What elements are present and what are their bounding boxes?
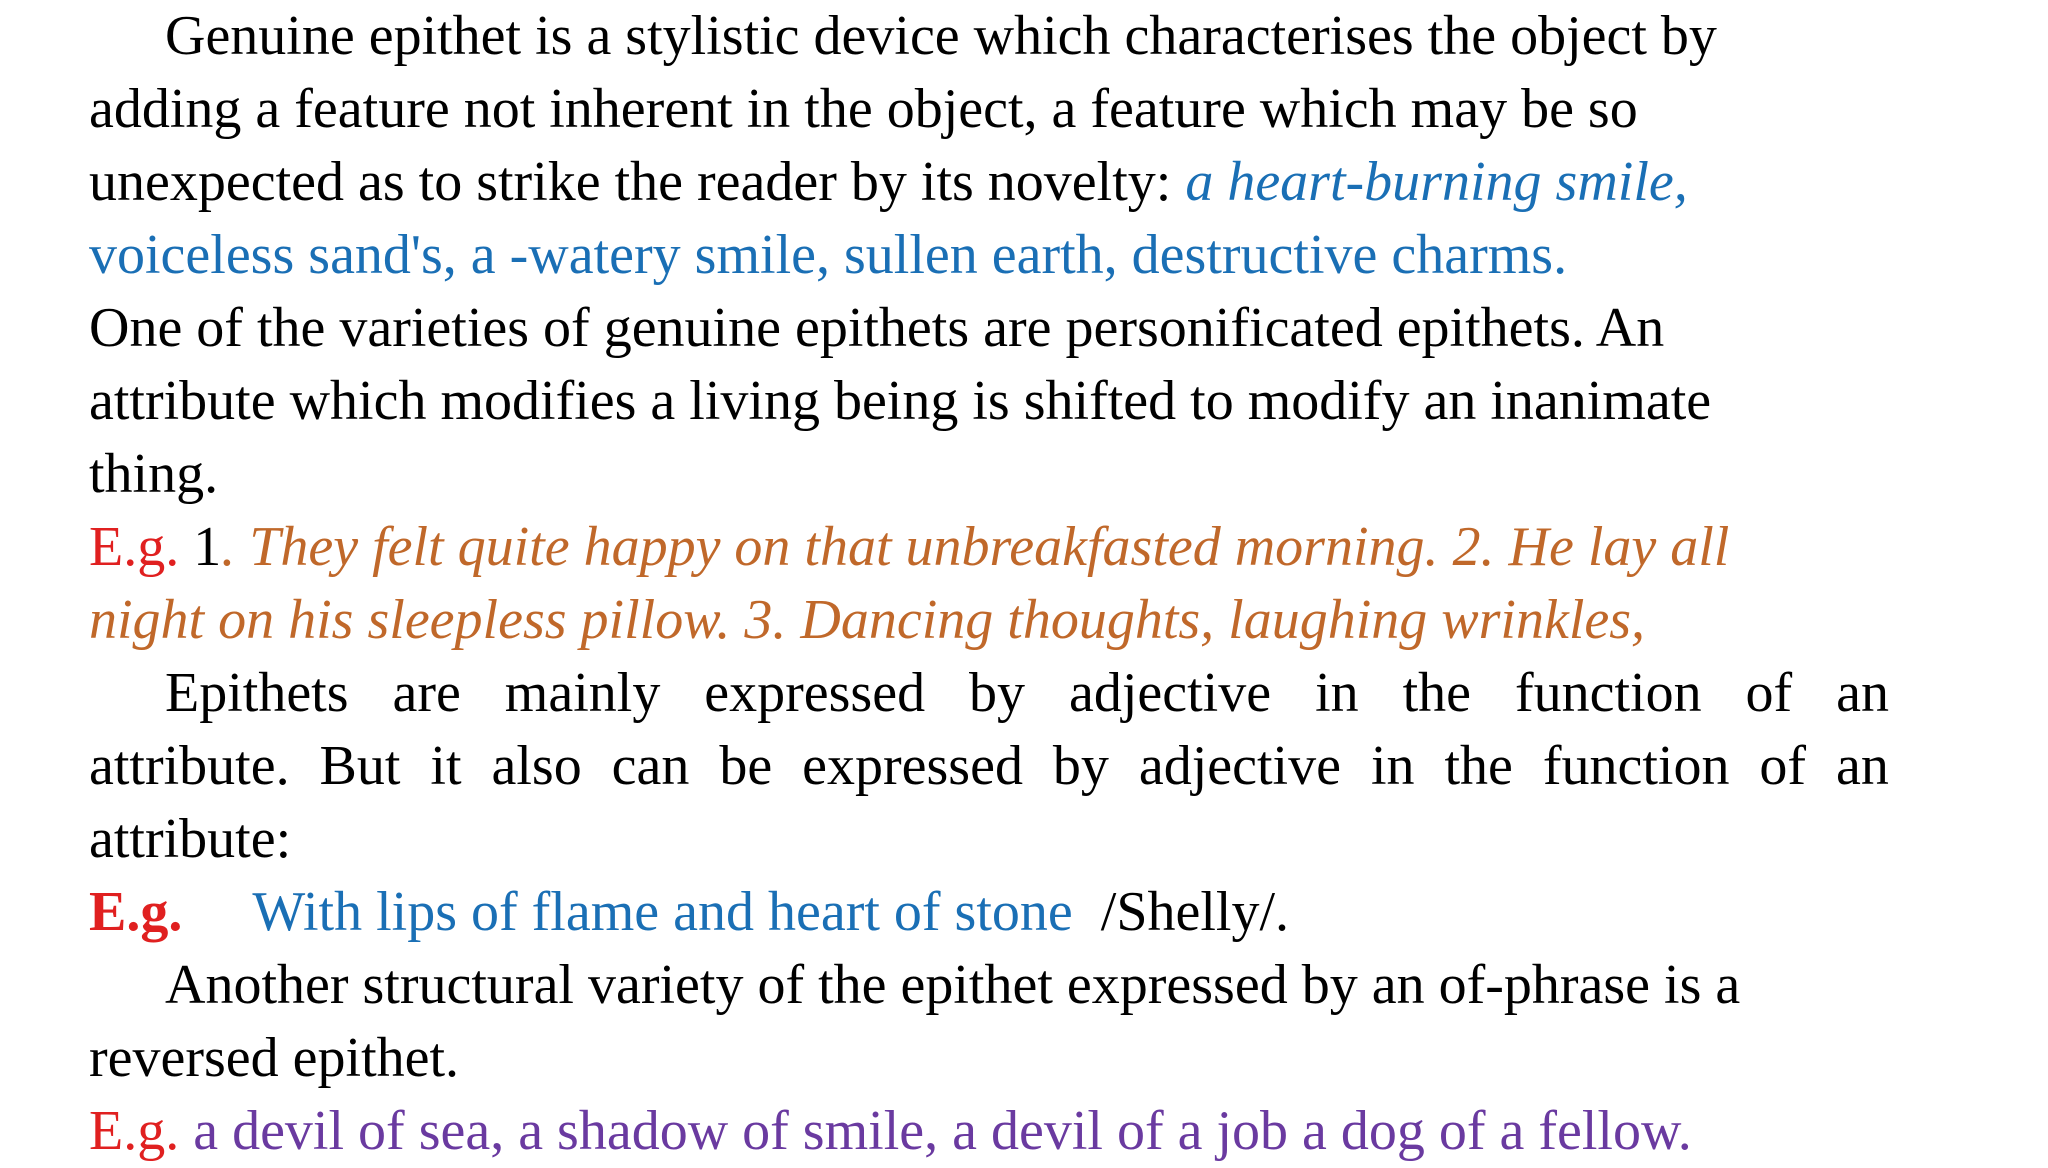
para1-line4 (89, 219, 1889, 292)
para4-line1-text: Another structural variety of the epithet expressed by an of-phrase is a (165, 954, 1741, 1016)
para3-line2-word: function (1542, 735, 1730, 797)
example2-label: E.g. (89, 881, 183, 943)
document-slide (89, 0, 1889, 1168)
para3-line3 (89, 803, 1889, 876)
para3-line2-word: an (1836, 735, 1889, 797)
para3-line1-word: function (1514, 662, 1702, 724)
example3-line (89, 1095, 1889, 1168)
para3-line1 (89, 657, 1889, 730)
para4-line2 (89, 1022, 1889, 1095)
para2-line3 (89, 438, 1889, 511)
para1-line1 (89, 0, 1889, 73)
para2-line2-text: attribute which modifies a living being is shifted to modify an inanimate (89, 370, 1712, 432)
para2-line1 (89, 292, 1889, 365)
genuine-epithet-example-cont: voiceless sand's, a -watery smile, sullen earth, destructive charms. (89, 224, 1568, 286)
example1-text: . They felt quite happy on that unbreakfasted morning. 2. He lay all (221, 516, 1730, 578)
para2-line1-text: One of the varieties of genuine epithets are personificated epithets. An (89, 297, 1665, 359)
para3-line1-word: expressed (704, 662, 926, 724)
genuine-epithet-example-start: a heart-burning smile, (1185, 151, 1688, 213)
para3-line1-word: adjective (1069, 662, 1272, 724)
para3-line1-word: mainly (504, 662, 661, 724)
para3-line2-word: also (491, 735, 582, 797)
para3-line1-word: of (1745, 662, 1793, 724)
example1-text-cont: night on his sleepless pillow. 3. Dancing thoughts, laughing wrinkles, (89, 589, 1646, 651)
para3-line1-word: an (1836, 662, 1889, 724)
example1-line1 (89, 511, 1889, 584)
example2-line (89, 876, 1889, 949)
example3-label: E.g. (89, 1100, 180, 1162)
para3-line2-word: can (611, 735, 690, 797)
para2-line2 (89, 365, 1889, 438)
para4-line2-text: reversed epithet. (89, 1027, 460, 1089)
para3-line2-word: the (1444, 735, 1513, 797)
para3-line1-word: Epithets (165, 662, 349, 724)
para3-line2-word: adjective (1138, 735, 1341, 797)
para1-line2-text: adding a feature not inherent in the object, a feature which may be so (89, 78, 1638, 140)
para3-line2-word: of (1759, 735, 1807, 797)
para3-line2 (89, 730, 1889, 803)
para3-line2-word: expressed (802, 735, 1023, 797)
para1-line2 (89, 73, 1889, 146)
example1-label: E.g. (89, 516, 180, 578)
para3-line2-word: But (319, 735, 401, 797)
para3-line1-word: the (1402, 662, 1471, 724)
example2-text: With lips of flame and heart of stone (252, 881, 1073, 943)
para1-line3 (89, 146, 1889, 219)
example3-text: a devil of sea, a shadow of smile, a devil of a job a dog of a fellow. (179, 1100, 1692, 1162)
para3-line2-word: attribute. (89, 735, 290, 797)
example1-line2 (89, 584, 1889, 657)
example1-number: 1 (179, 516, 222, 578)
para3-line3-text: attribute: (89, 808, 292, 870)
para3-line2-word: by (1052, 735, 1109, 797)
para3-line1-word: by (969, 662, 1026, 724)
para3-line1-word: are (392, 662, 461, 724)
para3-line2-word: in (1370, 735, 1415, 797)
para3-line2-word: be (719, 735, 773, 797)
example2-author: /Shelly/. (1100, 881, 1289, 943)
para3-line2-word: it (430, 735, 462, 797)
para2-line3-text: thing. (89, 443, 219, 505)
para1-line1-text: Genuine epithet is a stylistic device which characterises the object by (165, 5, 1717, 67)
para3-line1-word: in (1315, 662, 1359, 724)
para1-line3-text: unexpected as to strike the reader by its novelty: (89, 151, 1186, 213)
para4-line1 (89, 949, 1889, 1022)
